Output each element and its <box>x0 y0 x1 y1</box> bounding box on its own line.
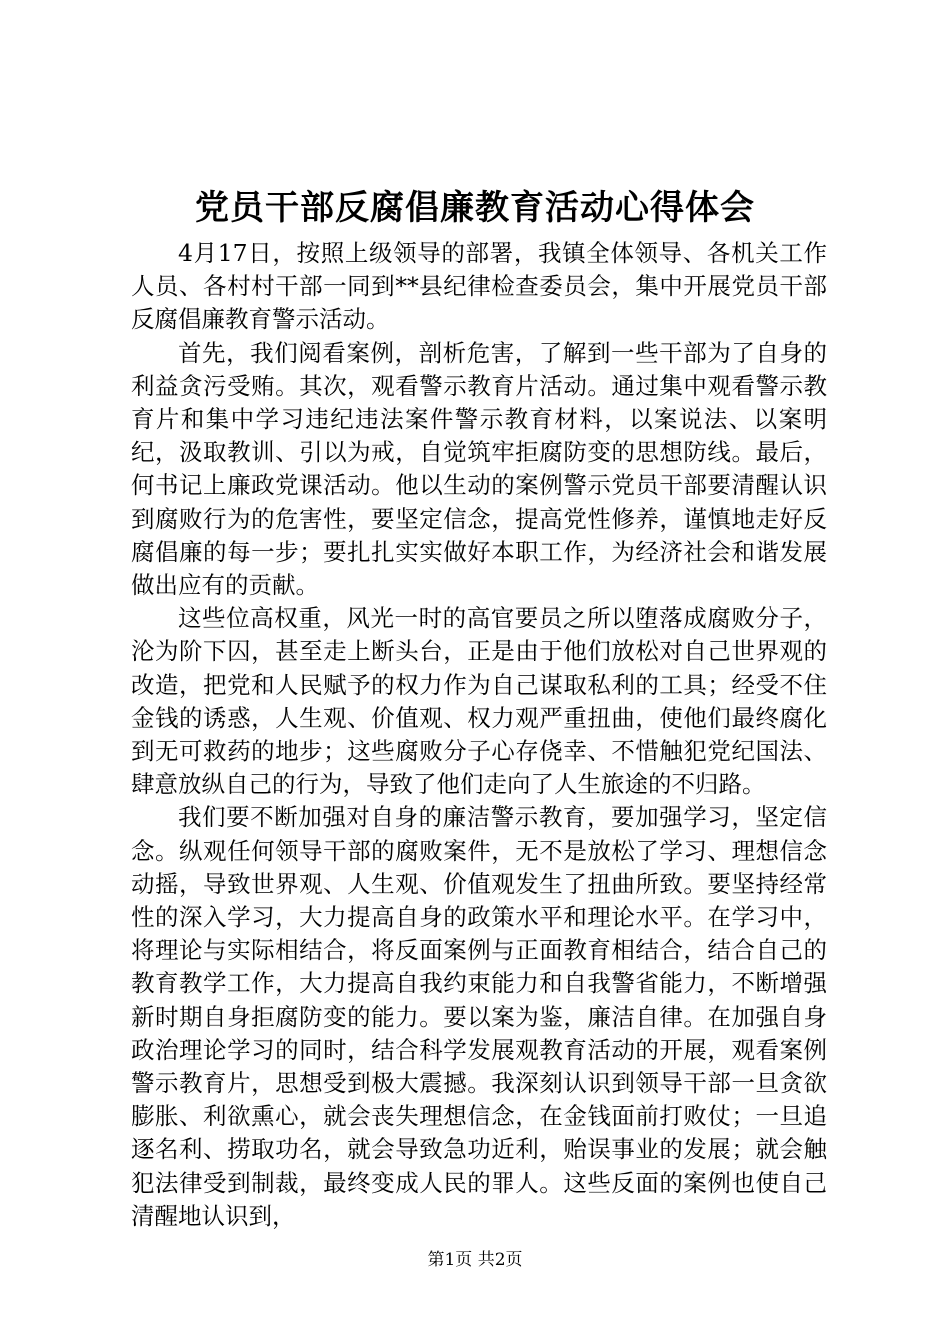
paragraph: 我们要不断加强对自身的廉洁警示教育，要加强学习，坚定信念。纵观任何领导干部的腐败案件，无不是放松了学习、理想信念动摇，导致世界观、人生观、价值观发生了扭曲所致。要坚持经常性的深入学习，大力提高自身的政策水平和理论水平。在学习中，将理论与实际相结合，将反面案例与正面教育相结合，结合自己的教育教学工作，大力提高自我约束能力和自我警省能力，不断增强新时期自身拒腐防变的能力。要以案为鉴，廉洁自律。在加强自身政治理论学习的同时，结合科学发展观教育活动的开展，观看案例警示教育片，思想受到极大震撼。我深刻认识到领导干部一旦贪欲膨胀、利欲熏心，就会丧失理想信念，在金钱面前打败仗；一旦追逐名利、捞取功名，就会导致急功近利，贻误事业的发展；就会触犯法律受到制裁，最终变成人民的罪人。这些反面的案例也使自己清醒地认识到， <box>131 803 827 1230</box>
document-body <box>131 237 827 1233</box>
paragraph: 4月17日，按照上级领导的部署，我镇全体领导、各机关工作人员、各村村干部一同到**县纪律检查委员会，集中开展党员干部反腐倡廉教育警示活动。 <box>131 239 827 334</box>
page-footer: 第1页 共2页 <box>427 1250 523 1270</box>
paragraph: 首先，我们阅看案例，剖析危害，了解到一些干部为了自身的利益贪污受贿。其次，观看警示教育片活动。通过集中观看警示教育片和集中学习违纪违法案件警示教育材料，以案说法、以案明纪，汲取教训、引以为戒，自觉筑牢拒腐防变的思想防线。最后，何书记上廉政党课活动。他以生动的案例警示党员干部要清醒认识到腐败行为的危害性，要坚定信念，提高党性修养，谨慎地走好反腐倡廉的每一步；要扎扎实实做好本职工作，为经济社会和谐发展做出应有的贡献。 <box>131 338 827 600</box>
document-title: 党员干部反腐倡廉教育活动心得体会 <box>195 188 755 228</box>
paragraph: 这些位高权重，风光一时的高官要员之所以堕落成腐败分子，沦为阶下囚，甚至走上断头台，正是由于他们放松对自己世界观的改造，把党和人民赋予的权力作为自己谋取私利的工具；经受不住金钱的诱惑，人生观、价值观、权力观严重扭曲，使他们最终腐化到无可救药的地步；这些腐败分子心存侥幸、不惜触犯党纪国法、肆意放纵自己的行为，导致了他们走向了人生旅途的不归路。 <box>131 604 827 799</box>
